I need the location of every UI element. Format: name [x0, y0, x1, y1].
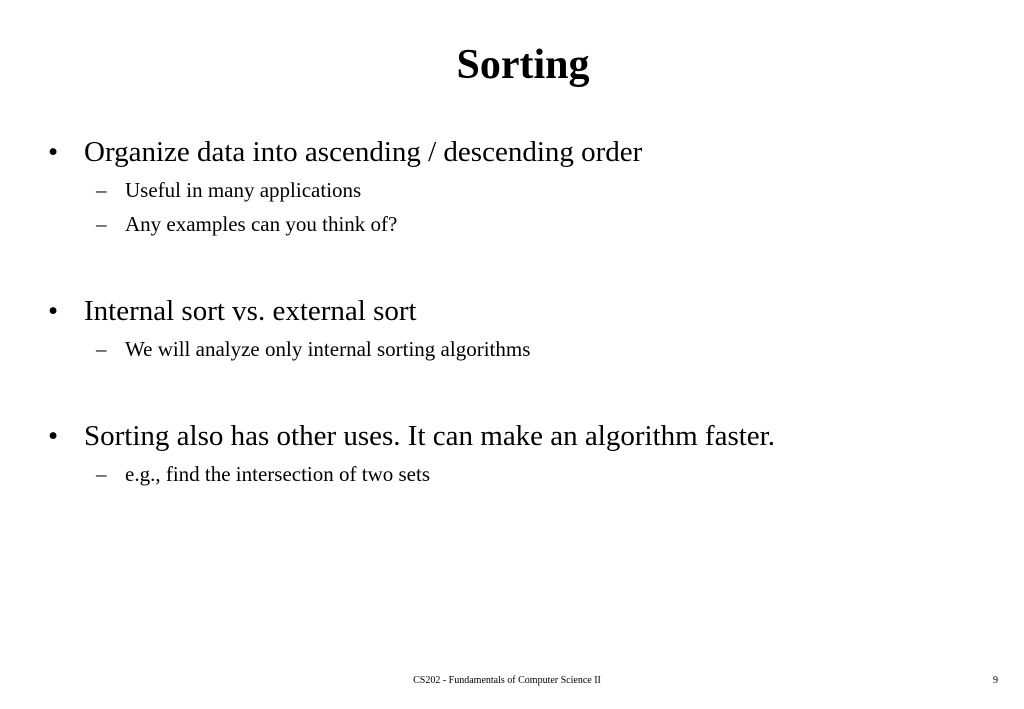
sub-bullet-text: Any examples can you think of?	[125, 212, 398, 236]
bullet-item	[48, 293, 417, 329]
sub-bullet-dash: –	[96, 462, 107, 486]
slide-footer: CS202 - Fundamentals of Computer Science II	[413, 675, 601, 686]
sub-bullet-dash: –	[96, 212, 107, 236]
bullet-dot: •	[48, 136, 59, 168]
page-number: 9	[993, 675, 998, 686]
bullet-text: Sorting also has other uses. It can make an algorithm faster.	[84, 420, 775, 452]
bullet-text: Internal sort vs. external sort	[84, 295, 417, 327]
bullet-dot: •	[48, 420, 59, 452]
bullet-dot: •	[48, 295, 59, 327]
sub-bullet-text: We will analyze only internal sorting algorithms	[125, 337, 531, 361]
sub-bullet-dash: –	[96, 178, 107, 202]
bullet-item	[48, 418, 775, 454]
sub-bullet-text: e.g., find the intersection of two sets	[125, 462, 431, 486]
sub-bullet-dash: –	[96, 337, 107, 361]
bullet-text: Organize data into ascending / descending order	[84, 136, 643, 168]
sub-bullet-item	[96, 177, 361, 203]
slide-title: Sorting	[456, 42, 590, 88]
sub-bullet-text: Useful in many applications	[125, 178, 362, 202]
sub-bullet-item	[96, 461, 430, 487]
sub-bullet-item	[96, 211, 397, 237]
sub-bullet-item	[96, 336, 530, 362]
bullet-item	[48, 134, 642, 170]
